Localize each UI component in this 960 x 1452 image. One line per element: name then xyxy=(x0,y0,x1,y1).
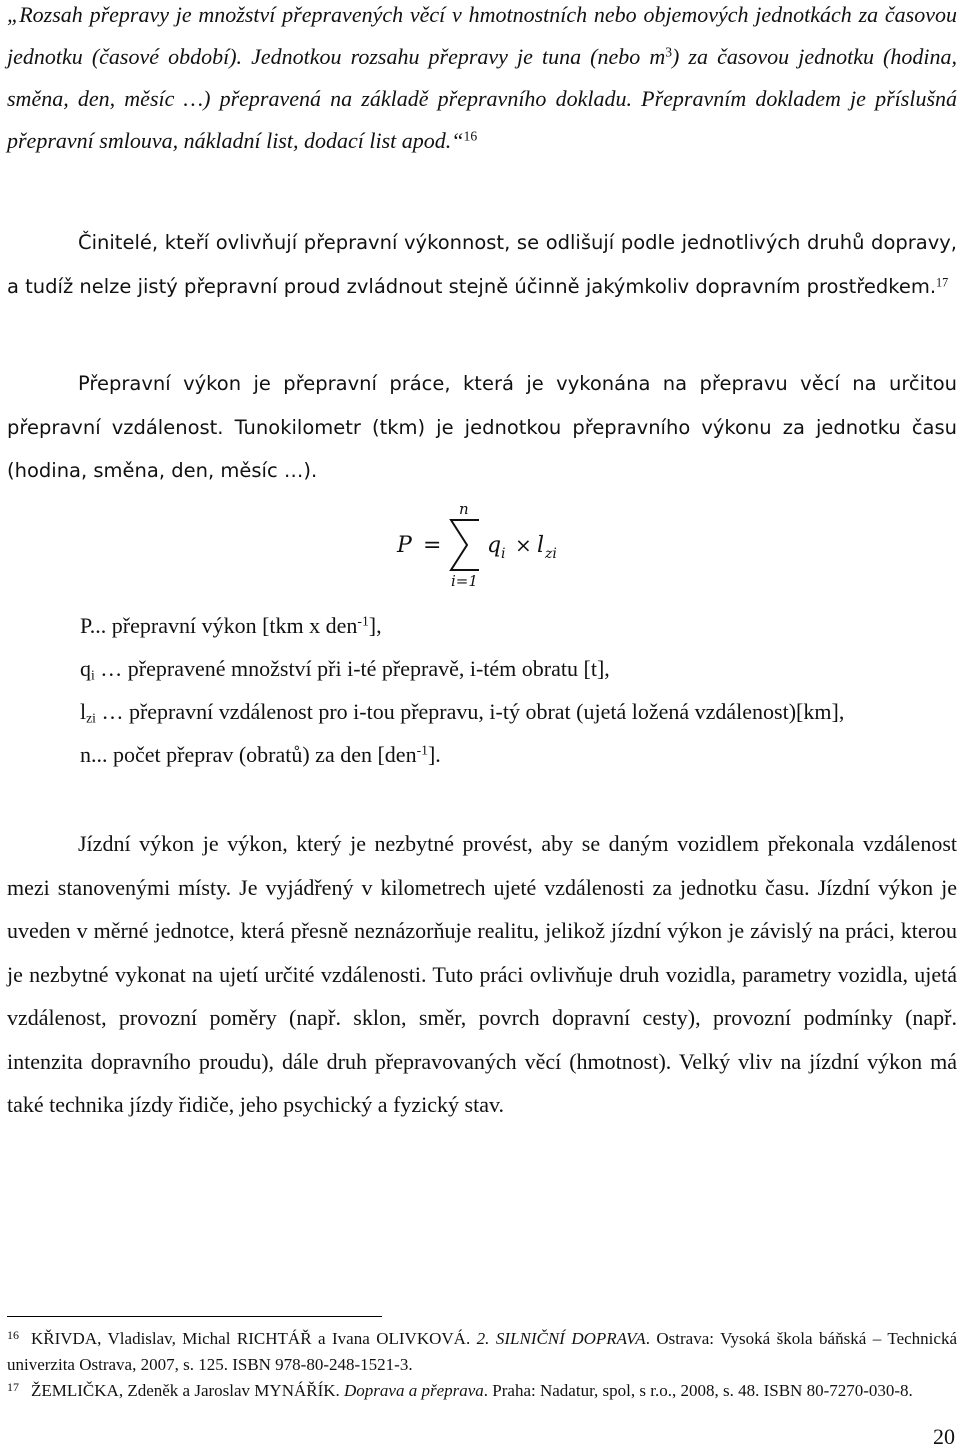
formula-lower-limit: i=1 xyxy=(451,572,478,590)
legend-n-symbol: n xyxy=(80,742,91,767)
legend-p-end: ], xyxy=(368,613,382,638)
formula-times: × xyxy=(515,533,532,557)
formula-sum xyxy=(395,500,575,590)
legend-n-end: ]. xyxy=(427,742,441,767)
legend-q-text: … přepravené množství při i-té přepravě, i-tém obratu [t], xyxy=(94,656,610,681)
legend-n-text: ... počet přeprav (obratů) za den [den xyxy=(91,742,417,767)
footnote-separator xyxy=(7,1316,382,1317)
paragraph-jizdni-vykon: Jízdní výkon je výkon, který je nezbytné provést, aby se daným vozidlem překonala vzdálenost mezi stanovenými místy. Je vyjádřený v kilometrech ujeté vzdálenosti za jednotku času. Jízdní výkon je uveden v měrné jednotce, která přesně neznázorňuje realitu, jelikož jízdní výkon je závislý na práci, kterou je nezbytné vykonat na ujetí určité vzdálenosti. Tuto práci ovlivňuje druh vozidla, parametry vozidla, ujetá vzdálenost, provozní poměry (např. sklon, směr, povrch dopravní cesty), provozní podmínky (např. intenzita dopravního proudu), dále druh přepravovaných věcí (hmotnost). Velký vliv na jízdní výkon má také technika jízdy řidiče, jeho psychický a fyzický stav. xyxy=(7,831,957,1117)
legend-p-text: ... přepravní výkon [tkm x den xyxy=(89,613,358,638)
formula-lhs: P xyxy=(397,533,412,558)
cubic-superscript: 3 xyxy=(665,44,673,60)
footnote-16-publisher: . Ostrava: Vysoká škola báňská – Technická univerzita Ostrava, 2007, s. 125. ISBN 978-80-248-1521-3. xyxy=(7,1329,957,1374)
formula-q: q xyxy=(487,533,502,558)
footnote-16-authors: KŘIVDA, Vladislav, Michal RICHTÁŘ a Ivana OLIVKOVÁ. xyxy=(31,1329,477,1348)
paragraph-vykon-text1: Přepravní výkon je přepravní práce, která je vykonána na přepravu věcí na určitou přepravní vzdálenost. xyxy=(7,372,957,439)
quote-close-mark: “ xyxy=(451,128,464,153)
formula-upper-limit: n xyxy=(459,500,469,518)
paragraph-cinitele xyxy=(7,221,957,308)
legend-p-symbol: P xyxy=(80,613,90,638)
legend-q xyxy=(80,656,610,682)
footnote-ref-17: 17 xyxy=(936,274,949,289)
footnote-16-number: 16 xyxy=(7,1328,19,1342)
footnote-17 xyxy=(7,1378,957,1404)
legend-p xyxy=(80,613,382,639)
quote-paragraph xyxy=(7,0,957,162)
footnote-16-title: 2. SILNIČNÍ DOPRAVA xyxy=(476,1329,646,1348)
sigma-icon xyxy=(451,520,479,570)
page-number: 20 xyxy=(933,1424,955,1449)
footnote-17-number: 17 xyxy=(7,1380,19,1394)
paragraph-cinitele-text: Činitelé, kteří ovlivňují přepravní výkonnost, se odlišují podle jednotlivých druhů dopravy, a tudíž nelze jistý přepravní proud zvládnout stejně účinně jakýmkoliv dopravním prostředkem. xyxy=(7,231,957,298)
footnote-17-authors: ŽEMLIČKA, Zdeněk a Jaroslav MYNÁŘÍK. xyxy=(31,1381,345,1400)
legend-l xyxy=(80,699,844,725)
legend-l-text: … přepravní vzdálenost pro i-tou přepravu, i-tý obrat (ujetá ložená vzdálenost)[km], xyxy=(95,699,845,724)
quote-text-part1: „Rozsah přepravy je množství přepravených věcí v hmotnostních nebo objemových jednotkách za časovou jednotku (časové období). Jednotkou rozsahu přepravy je tuna (nebo m xyxy=(7,2,957,69)
footnote-17-publisher: . Praha: Nadatur, spol, s r.o., 2008, s. 48. ISBN 80-7270-030-8. xyxy=(483,1381,913,1400)
legend-l-symbol: l xyxy=(80,699,87,724)
paragraph-prepravni-vykon xyxy=(7,362,957,493)
formula-q-sub: i xyxy=(501,546,506,562)
quote-text-part2: ) za časovou jednotku (hodina, směna, den, měsíc …) přepravená na základě přepravního dokladu. Přepravním dokladem je příslušná přepravní smlouva, nákladní list, dodací list apod. xyxy=(7,44,958,153)
legend-l-sub: zi xyxy=(86,710,96,726)
formula-l-sub: zi xyxy=(545,546,557,562)
formula-equals: = xyxy=(423,533,442,558)
legend-n-sup: -1 xyxy=(416,742,428,758)
legend-p-sup: -1 xyxy=(357,613,369,629)
paragraph-vykon-text2: Tunokilometr (tkm) je jednotkou přepravního výkonu za jednotku času (hodina, směna, den, měsíc …). xyxy=(7,415,958,482)
footnote-ref-16: 16 xyxy=(463,128,478,144)
legend-q-sub: i xyxy=(91,667,95,683)
formula-l: l xyxy=(537,533,545,558)
footnote-17-title: Doprava a přeprava xyxy=(344,1381,484,1400)
footnote-16 xyxy=(7,1326,957,1378)
legend-q-symbol: q xyxy=(80,656,91,681)
legend-n xyxy=(80,742,441,768)
